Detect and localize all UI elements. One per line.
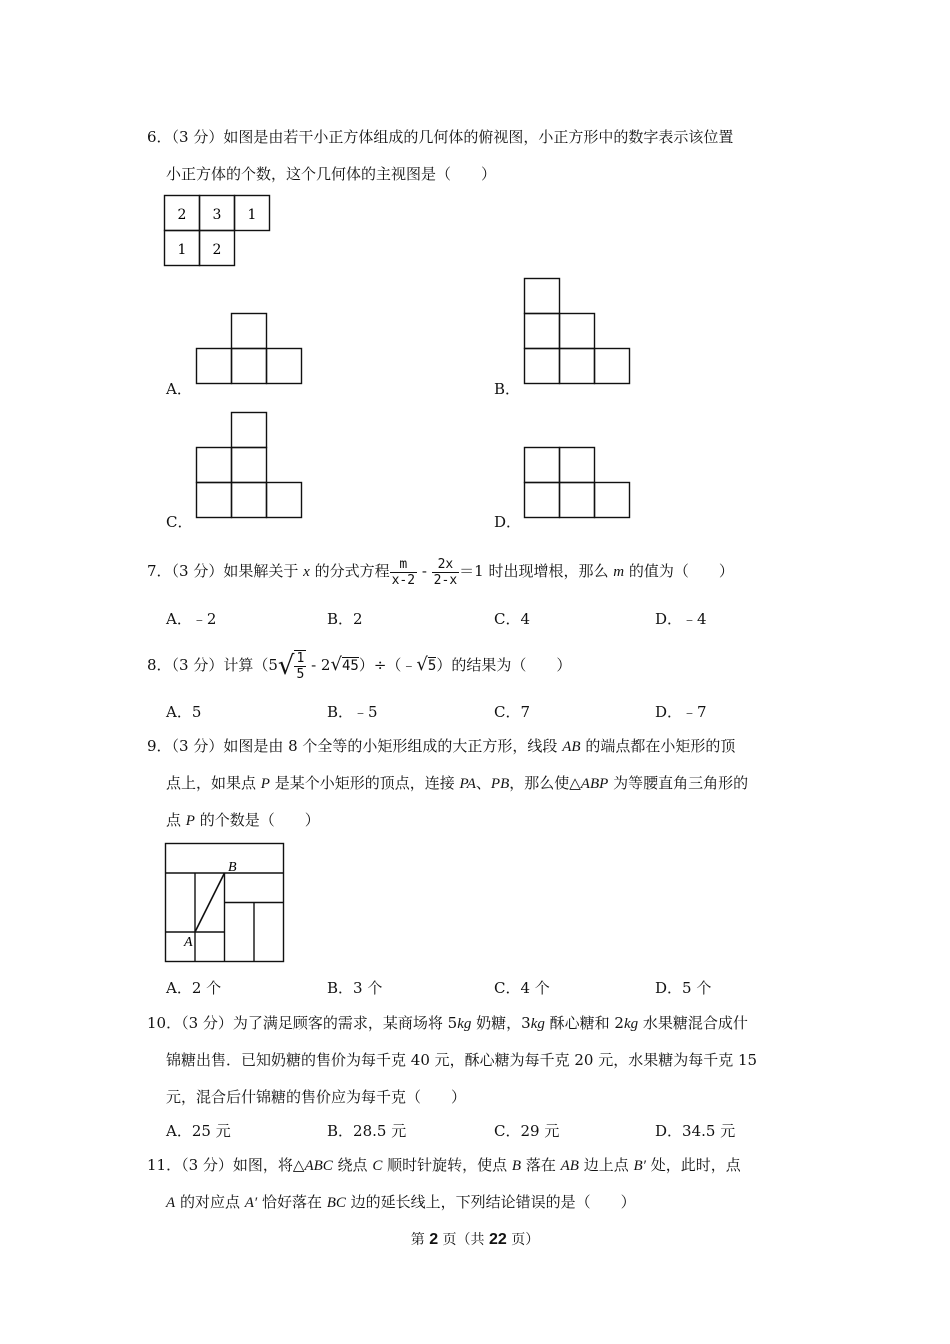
q11-var-c: C: [372, 1158, 383, 1174]
q6-option-c-figure: [190, 408, 308, 523]
q9-text-3b: 的个数是（ ）: [194, 811, 320, 829]
q11-var-a: A: [166, 1195, 176, 1211]
q9-text-2d: 为等腰直角三角形的: [608, 774, 749, 792]
q7-text-post2: 的值为（ ）: [624, 562, 734, 580]
q6-option-d[interactable]: D．: [494, 513, 522, 531]
q9-var-p: P: [260, 776, 270, 792]
q9-option-c[interactable]: C．4 个: [494, 979, 550, 997]
q9-text-2b: 是某个小矩形的顶点，连接: [269, 774, 460, 792]
q7-f1-den: x-2: [391, 572, 416, 588]
q8-stem: [147, 643, 571, 688]
q10-option-c[interactable]: C．29 元: [494, 1122, 560, 1140]
q9-option-d[interactable]: D．5 个: [655, 979, 712, 997]
q11-text-2b: 恰好落在: [257, 1193, 327, 1211]
q9-option-b[interactable]: B．3 个: [327, 979, 383, 997]
q7-minus: -: [417, 562, 432, 580]
q11-var-b: B: [511, 1158, 522, 1174]
q6-option-a[interactable]: A．: [166, 380, 192, 398]
q9-label-b: B: [228, 860, 237, 875]
footer-mid: 页（共: [438, 1232, 489, 1248]
q10-option-b[interactable]: B．28.5 元: [327, 1122, 407, 1140]
q10-text-1b: 奶糖，3: [471, 1014, 531, 1032]
q8-sqrt-1-radicand: [294, 650, 306, 682]
q9-var-ab: AB: [562, 739, 581, 755]
q7-text-post1: ＝1 时出现增根，那么: [459, 562, 614, 580]
grid-cell-5: 2: [212, 242, 222, 258]
q11-text-1a: 11．（3 分）如图，将△: [147, 1156, 305, 1174]
q9-text-2a: 点上，如果点: [166, 774, 261, 792]
q7-option-a[interactable]: A．﹣2: [166, 610, 217, 628]
q8-option-b[interactable]: B．﹣5: [327, 703, 378, 721]
q6-option-b-figure: [518, 273, 636, 388]
footer-page-number: 2: [429, 1231, 439, 1248]
q9-text-2c: ，那么使△: [509, 774, 581, 792]
grid-cell-3: 1: [247, 207, 257, 223]
q11-var-bprime: B′: [633, 1158, 646, 1174]
q7-option-c[interactable]: C．4: [494, 610, 531, 628]
q9-line1: [147, 736, 735, 757]
q7-f2-num: 2x: [432, 557, 459, 573]
q7-option-d[interactable]: D．﹣4: [655, 610, 707, 628]
q7-text-pre: 7．（3 分）如果解关于: [147, 562, 304, 580]
q11-text-1d: 落在: [521, 1156, 561, 1174]
q9-sep: 、: [475, 774, 491, 792]
q9-line3: [166, 810, 320, 831]
q9-line2: [166, 773, 748, 794]
q9-var-p-2: P: [185, 813, 195, 829]
q10-unit-kg-1: kg: [457, 1016, 472, 1032]
q9-rectangle-figure: [162, 840, 288, 966]
q10-unit-kg-3: kg: [623, 1016, 639, 1032]
q11-var-aprime: A′: [244, 1195, 258, 1211]
q7-f2-den: 2-x: [433, 572, 458, 588]
q8-sqrt-3-radicand: 5: [427, 658, 437, 674]
q9-text-1b: 的端点都在小矩形的顶: [580, 737, 736, 755]
q11-text-1b: 绕点: [332, 1156, 373, 1174]
q8-option-c[interactable]: C．7: [494, 703, 531, 721]
q9-label-a: A: [184, 935, 193, 950]
q8-option-d[interactable]: D．﹣7: [655, 703, 707, 721]
q6-line1: 6．（3 分）如图是由若干小正方体组成的几何体的俯视图，小正方形中的数字表示该位置: [147, 128, 734, 146]
q11-text-1c: 顺时针旋转，使点: [382, 1156, 512, 1174]
q8-r1-den: 5: [296, 667, 305, 682]
footer-total-pages: 22: [489, 1231, 507, 1248]
q9-var-pb: PB: [490, 776, 510, 792]
q10-line3: 元，混合后什锦糖的售价应为每千克（ ）: [166, 1088, 467, 1106]
grid-cell-1: 2: [177, 207, 187, 223]
page-footer: [0, 1229, 950, 1249]
q8-sqrt-1-sign: √: [277, 651, 295, 681]
q9-var-abp: ABP: [580, 776, 609, 792]
q11-text-2c: 边的延长线上，下列结论错误的是（ ）: [345, 1193, 636, 1211]
q7-f1-num: m: [390, 557, 417, 573]
q11-var-bc: BC: [326, 1195, 346, 1211]
q9-var-pa: PA: [459, 776, 476, 792]
q10-text-1c: 酥心糖和 2: [544, 1014, 624, 1032]
q6-line2: 小正方体的个数，这个几何体的主视图是（ ）: [166, 165, 497, 183]
footer-pre: 第: [410, 1232, 430, 1248]
q9-option-a[interactable]: A．2 个: [166, 979, 222, 997]
q10-text-1d: 水果糖混合成什: [638, 1014, 748, 1032]
q7-option-b[interactable]: B．2: [327, 610, 363, 628]
q7-text-mid: 的分式方程: [309, 562, 390, 580]
q6-top-view-grid: [160, 192, 276, 268]
grid-cell-4: 1: [177, 242, 187, 258]
q11-text-2a: 的对应点: [175, 1193, 245, 1211]
q11-var-abc: ABC: [304, 1158, 333, 1174]
q8-sqrt-2-sign: √: [330, 654, 342, 675]
q10-option-d[interactable]: D．34.5 元: [655, 1122, 736, 1140]
q11-var-ab: AB: [560, 1158, 579, 1174]
q7-stem: [147, 554, 734, 589]
q8-text-pre: 8．（3 分）计算（5: [147, 656, 278, 674]
q8-sqrt-3-sign: √: [416, 654, 428, 675]
q11-text-1f: 处，此时，点: [645, 1156, 741, 1174]
q7-var-x: x: [303, 564, 310, 580]
footer-post: 页）: [506, 1232, 540, 1248]
grid-cell-2: 3: [212, 207, 222, 223]
q7-var-m: m: [613, 564, 625, 580]
q6-option-a-figure: [190, 308, 308, 388]
q6-option-d-figure: [518, 443, 636, 523]
q10-option-a[interactable]: A．25 元: [166, 1122, 231, 1140]
q6-option-b[interactable]: B．: [494, 380, 521, 398]
q10-unit-kg-2: kg: [530, 1016, 545, 1032]
q10-text-1a: 10．（3 分）为了满足顾客的需求，某商场将 5: [147, 1014, 458, 1032]
q8-r1-num: 1: [296, 651, 305, 666]
q10-line1: [147, 1013, 748, 1034]
q11-line1: [147, 1155, 741, 1176]
q11-text-1e: 边上点: [578, 1156, 634, 1174]
q11-line2: [166, 1192, 636, 1213]
q9-text-1a: 9．（3 分）如图是由 8 个全等的小矩形组成的大正方形，线段: [147, 737, 563, 755]
q8-text-post: ）的结果为（ ）: [436, 656, 572, 674]
q8-sqrt-2-radicand: 45: [341, 658, 359, 674]
q9-text-3a: 点: [166, 811, 186, 829]
q7-fraction-2: [432, 557, 459, 588]
q8-text-mid2: ）÷（﹣: [358, 656, 417, 674]
q8-text-mid: - 2: [306, 656, 331, 674]
q10-line2: 锦糖出售．已知奶糖的售价为每千克 40 元，酥心糖为每千克 20 元，水果糖为每千克 15: [166, 1051, 758, 1069]
q8-option-a[interactable]: A．5: [166, 703, 202, 721]
q7-fraction-1: [390, 557, 417, 588]
q6-option-c[interactable]: C．: [166, 513, 193, 531]
